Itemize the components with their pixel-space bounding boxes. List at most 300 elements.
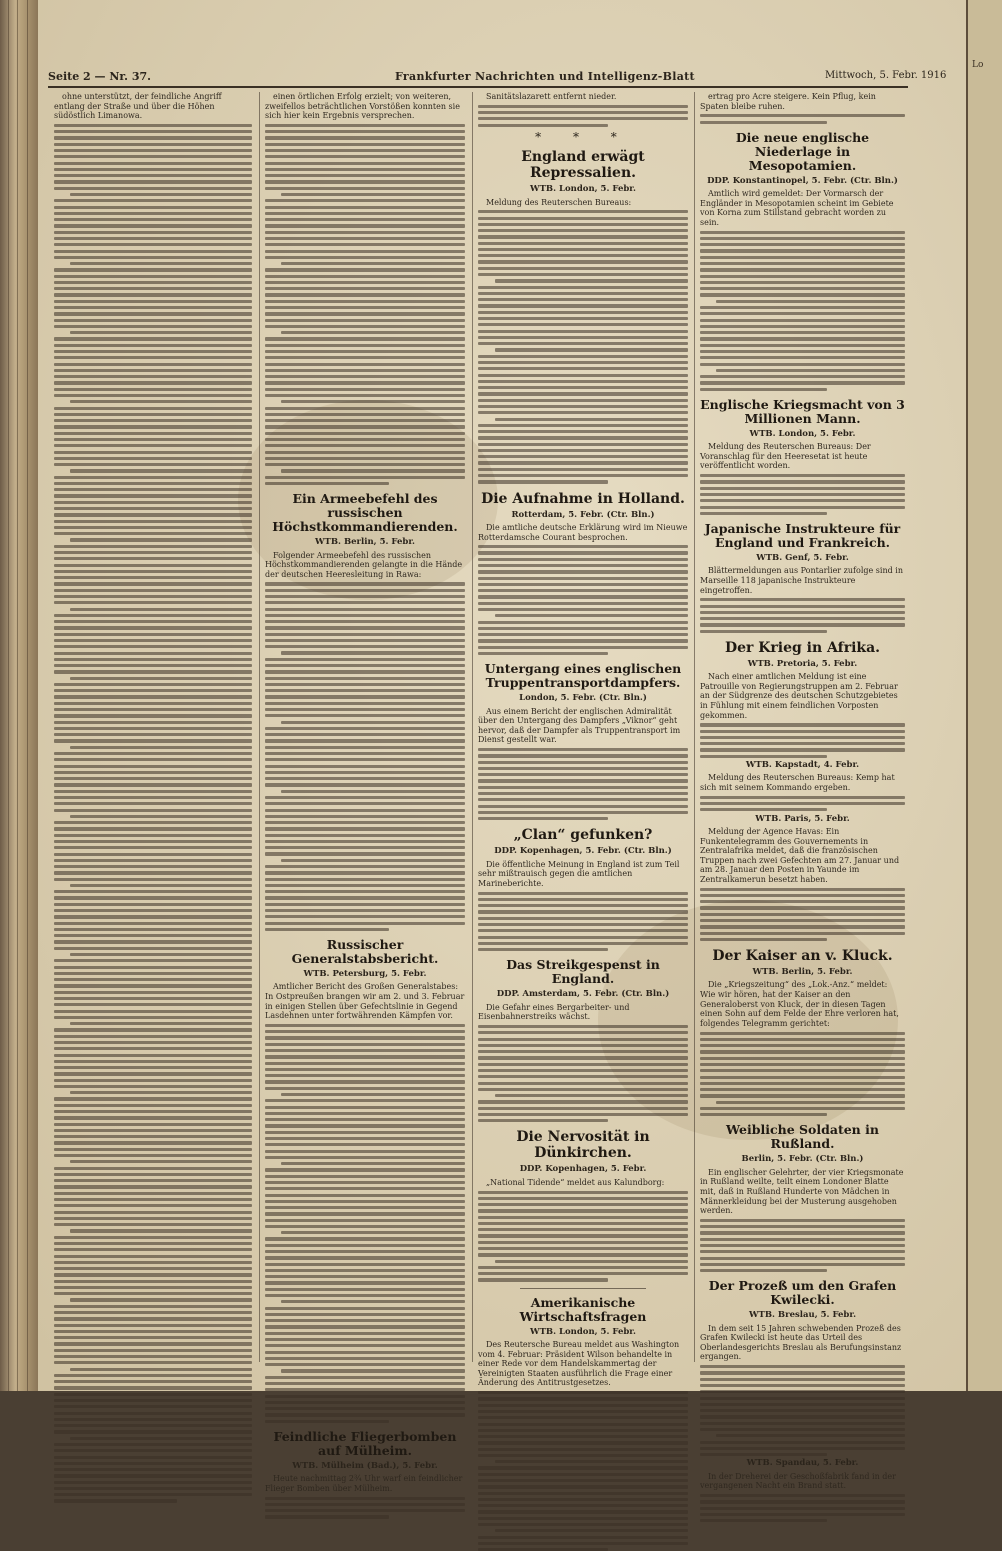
illegible-text-line [54, 702, 252, 705]
adjacent-page-text: Lo [972, 60, 984, 70]
illegible-text-line [54, 1148, 252, 1151]
illegible-text-line [478, 1209, 688, 1212]
illegible-text-line [54, 494, 252, 497]
illegible-text-line [54, 1342, 252, 1345]
illegible-text-line [265, 1074, 465, 1077]
illegible-text-line [54, 1405, 252, 1408]
illegible-text-line [478, 1031, 688, 1034]
illegible-text-line [265, 250, 465, 253]
illegible-text-line [478, 811, 688, 814]
illegible-text-line [265, 1515, 389, 1518]
illegible-text-line [54, 865, 252, 868]
illegible-text-line [54, 997, 252, 1000]
illegible-text-line [54, 312, 252, 315]
article-dateline: WTB. Berlin, 5. Febr. [752, 967, 853, 978]
illegible-text-line [478, 235, 688, 238]
illegible-text-line [478, 223, 688, 226]
article-body [700, 566, 905, 632]
article-dateline: DDP. Konstantinopel, 5. Febr. (Ctr. Bln.) [707, 175, 898, 186]
illegible-text-line [700, 919, 905, 922]
illegible-text-line [478, 336, 688, 339]
illegible-text-line [265, 595, 465, 598]
illegible-text-line [265, 1080, 465, 1083]
illegible-text-line [265, 1212, 465, 1215]
illegible-text-line [700, 512, 827, 515]
illegible-text-line [265, 438, 465, 441]
article-headline: Feindliche Fliegerbomben auf Mülheim. [273, 1428, 457, 1458]
illegible-text-line [265, 1187, 465, 1190]
illegible-text-line [54, 1273, 252, 1276]
illegible-text-line [478, 929, 688, 932]
illegible-text-line [478, 639, 688, 642]
illegible-text-line [265, 457, 465, 460]
illegible-text-line [70, 331, 252, 334]
article-lead-text: Die öffentliche Meinung in England ist zum Teil sehr mißtrauisch gegen die amtlichen Marineberichte. [478, 859, 680, 888]
illegible-text-line [54, 802, 252, 805]
article-body [700, 773, 905, 811]
illegible-text-line [265, 476, 465, 479]
illegible-text-line [700, 748, 905, 751]
illegible-text-line [700, 237, 905, 240]
illegible-text-line [265, 1357, 465, 1360]
illegible-text-line [54, 1286, 252, 1289]
illegible-text-line [54, 180, 252, 183]
illegible-text-line [700, 375, 905, 378]
article-lead-text: Meldung des Reuterschen Bureaus: Der Voranschlag für den Heeresetat ist heute veröffentlicht worden. [700, 442, 871, 471]
illegible-text-line [265, 771, 465, 774]
illegible-text-line [700, 256, 905, 259]
illegible-text-line [700, 1384, 905, 1387]
illegible-text-line [478, 298, 688, 301]
illegible-text-line [265, 846, 465, 849]
illegible-text-line [54, 256, 252, 259]
illegible-text-line [478, 1391, 688, 1394]
illegible-text-line [478, 1025, 688, 1028]
binding-fold [27, 0, 28, 1391]
page-label: Seite 2 — Nr. 37. [48, 70, 151, 83]
illegible-text-line [54, 143, 252, 146]
illegible-text-line [265, 1351, 465, 1354]
illegible-text-line [54, 1010, 252, 1013]
article-lead-text: Die „Kriegszeitung“ des „Lok.-Anz.“ meldet: Wie wir hören, hat der Kaiser an den Generaloberst von Kluck, der in diesen Tagen einen Sohn auf dem Felde der Ehre verloren hat, folgendes Telegramm gerichtet: [700, 980, 899, 1028]
illegible-text-line [700, 796, 905, 799]
illegible-text-line [700, 243, 905, 246]
illegible-text-line [54, 1324, 252, 1327]
illegible-text-line [478, 608, 688, 611]
illegible-text-line [700, 306, 905, 309]
illegible-text-line [54, 1123, 252, 1126]
illegible-text-line [54, 796, 252, 799]
article-dateline: WTB. Kapstadt, 4. Febr. [745, 760, 860, 771]
illegible-text-line [265, 909, 465, 912]
illegible-text-line [54, 1499, 177, 1502]
illegible-text-line [54, 206, 252, 209]
illegible-text-line [478, 1253, 688, 1256]
illegible-text-line [700, 598, 905, 601]
illegible-text-line [54, 275, 252, 278]
illegible-text-line [700, 1219, 905, 1222]
illegible-text-line [700, 1113, 827, 1116]
illegible-text-line [54, 287, 252, 290]
illegible-text-line [478, 1038, 688, 1041]
illegible-text-line [54, 1079, 252, 1082]
illegible-text-line [265, 1344, 465, 1347]
illegible-text-line [70, 953, 252, 956]
illegible-text-line [70, 677, 252, 680]
illegible-text-line [265, 451, 465, 454]
article-body [265, 92, 465, 485]
illegible-text-line [265, 1143, 465, 1146]
illegible-text-line [478, 910, 688, 913]
illegible-text-line [495, 1094, 688, 1097]
illegible-text-line [54, 268, 252, 271]
illegible-text-line [54, 130, 252, 133]
illegible-text-line [54, 1418, 252, 1421]
illegible-text-line [54, 363, 252, 366]
article-lead-text: In der Dreherei der Geschoßfabrik fand in der vergangenen Nacht ein Brand statt. [700, 1471, 896, 1491]
illegible-text-line [265, 1256, 465, 1259]
illegible-text-line [716, 369, 905, 372]
illegible-text-line [54, 1116, 252, 1119]
illegible-text-line [700, 1057, 905, 1060]
illegible-text-line [700, 900, 905, 903]
illegible-text-line [265, 1030, 465, 1033]
illegible-text-line [265, 1503, 465, 1506]
illegible-text-line [478, 286, 688, 289]
illegible-text-line [265, 1055, 465, 1058]
illegible-text-line [54, 507, 252, 510]
illegible-text-line [700, 474, 905, 477]
illegible-text-line [700, 1494, 905, 1497]
article-headline: Der Prozeß um den Grafen Kwilecki. [708, 1278, 897, 1308]
illegible-text-line [265, 1099, 465, 1102]
illegible-text-line [54, 501, 252, 504]
illegible-text-line [54, 520, 252, 523]
illegible-text-line [265, 1156, 465, 1159]
illegible-text-line [478, 1241, 688, 1244]
illegible-text-line [265, 1118, 465, 1121]
article-lead-text: Folgender Armeebefehl des russischen Höchstkommandierenden gelangte in die Hände der deutschen Heeresleitung in Rawa: [265, 550, 463, 579]
illegible-text-line [700, 1422, 905, 1425]
illegible-text-line [54, 1041, 252, 1044]
illegible-text-line [265, 733, 465, 736]
illegible-text-line [478, 480, 608, 483]
illegible-text-line [700, 932, 905, 935]
illegible-text-line [265, 1131, 465, 1134]
illegible-text-line [265, 1024, 465, 1027]
illegible-text-line [54, 758, 252, 761]
illegible-text-line [265, 1112, 465, 1115]
illegible-text-line [54, 1141, 252, 1144]
illegible-text-line [478, 1523, 688, 1526]
illegible-text-line [281, 651, 465, 654]
illegible-text-line [700, 1415, 905, 1418]
illegible-text-line [54, 614, 252, 617]
illegible-text-line [265, 1225, 465, 1228]
illegible-text-line [54, 1135, 252, 1138]
illegible-text-line [265, 752, 465, 755]
section-separator-stars: * * * [535, 129, 631, 144]
illegible-text-line [700, 293, 905, 296]
illegible-text-line [54, 306, 252, 309]
illegible-text-line [281, 721, 465, 724]
illegible-text-line [700, 275, 905, 278]
illegible-text-line [54, 966, 252, 969]
adjacent-page-edge [966, 0, 1002, 1391]
illegible-text-line [54, 526, 252, 529]
article-dateline: WTB. Spandau, 5. Febr. [746, 1458, 859, 1469]
illegible-text-line [54, 1424, 252, 1427]
illegible-text-line [478, 210, 688, 213]
illegible-text-line [54, 765, 252, 768]
illegible-text-line [700, 281, 905, 284]
illegible-text-line [700, 363, 905, 366]
illegible-text-line [478, 1536, 688, 1539]
illegible-text-line [265, 130, 465, 133]
masthead-rule [48, 86, 908, 88]
illegible-text-line [478, 898, 688, 901]
illegible-text-line [478, 1435, 688, 1438]
article-dateline: WTB. London, 5. Febr. [530, 184, 636, 195]
illegible-text-line [265, 645, 465, 648]
illegible-text-line [54, 972, 252, 975]
illegible-text-line [700, 331, 905, 334]
illegible-text-line [54, 1468, 252, 1471]
illegible-text-line [265, 444, 465, 447]
illegible-text-line [54, 1267, 252, 1270]
binding-fold [17, 0, 18, 1391]
illegible-text-line [54, 551, 252, 554]
illegible-text-line [716, 300, 905, 303]
article-body [478, 1340, 688, 1551]
illegible-text-line [265, 180, 465, 183]
illegible-text-line [265, 1497, 465, 1500]
illegible-text-line [54, 1305, 252, 1308]
illegible-text-line [478, 111, 688, 114]
illegible-text-line [281, 1231, 465, 1234]
illegible-text-line [265, 124, 465, 127]
illegible-text-line [478, 1082, 688, 1085]
article-lead-text: Meldung der Agence Havas: Ein Funkentelegramm des Gouvernements in Zentralafrika meldet, daß die französischen Truppen nach zwei Gefechten am 27. Januar und am 28. Januar den Posten in Yaunde im Zentralkamerun besetzt haben. [700, 826, 900, 884]
illegible-text-line [700, 287, 905, 290]
illegible-text-line [54, 1060, 252, 1063]
illegible-text-line [265, 695, 465, 698]
illegible-text-line [265, 809, 465, 812]
illegible-text-line [700, 381, 905, 384]
illegible-text-line [70, 1160, 252, 1163]
illegible-text-line [265, 1244, 465, 1247]
illegible-text-line [700, 1441, 905, 1444]
illegible-text-line [478, 1228, 688, 1231]
illegible-text-line [478, 443, 688, 446]
illegible-text-line [265, 677, 465, 680]
illegible-text-line [265, 1237, 465, 1240]
illegible-text-line [265, 293, 465, 296]
illegible-text-line [478, 330, 688, 333]
illegible-text-line [54, 1374, 252, 1377]
article-headline: Der Krieg in Afrika. [724, 639, 881, 656]
illegible-text-line [265, 871, 465, 874]
illegible-text-line [54, 903, 252, 906]
illegible-text-line [265, 1062, 465, 1065]
illegible-text-line [265, 708, 465, 711]
illegible-text-line [478, 273, 688, 276]
illegible-text-line [265, 827, 465, 830]
illegible-text-line [54, 601, 252, 604]
illegible-text-line [478, 817, 608, 820]
illegible-text-line [54, 777, 252, 780]
article-dateline: Rotterdam, 5. Febr. (Ctr. Bln.) [511, 509, 655, 520]
illegible-text-line [700, 1032, 905, 1035]
illegible-text-line [478, 436, 688, 439]
illegible-text-line [265, 658, 465, 661]
illegible-text-line [478, 767, 688, 770]
illegible-text-line [265, 319, 465, 322]
illegible-text-line [54, 1054, 252, 1057]
illegible-text-line [700, 742, 905, 745]
illegible-text-line [478, 317, 688, 320]
illegible-text-line [54, 1248, 252, 1251]
illegible-text-line [265, 633, 465, 636]
illegible-text-line [54, 1104, 252, 1107]
illegible-text-line [265, 243, 465, 246]
illegible-text-line [265, 589, 465, 592]
illegible-text-line [54, 714, 252, 717]
illegible-text-line [54, 1311, 252, 1314]
illegible-text-line [54, 1173, 252, 1176]
illegible-text-line [265, 155, 465, 158]
illegible-text-line [265, 199, 465, 202]
illegible-text-line [700, 499, 905, 502]
illegible-text-line [716, 1434, 905, 1437]
article-headline: Ein Armeebefehl des russischen Höchstkommandierenden. [272, 491, 458, 535]
illegible-text-line [54, 915, 252, 918]
illegible-text-line [54, 488, 252, 491]
illegible-text-line [265, 1036, 465, 1039]
illegible-text-line [478, 570, 688, 573]
illegible-text-line [54, 1292, 252, 1295]
illegible-text-line [265, 275, 465, 278]
illegible-text-line [700, 736, 905, 739]
illegible-text-line [70, 262, 252, 265]
illegible-text-line [54, 1317, 252, 1320]
illegible-text-line [54, 243, 252, 246]
illegible-text-line [478, 323, 688, 326]
illegible-text-line [478, 392, 688, 395]
illegible-text-line [478, 1423, 688, 1426]
illegible-text-line [478, 1416, 688, 1419]
illegible-text-line [54, 984, 252, 987]
illegible-text-line [700, 1428, 905, 1431]
illegible-text-line [716, 1101, 905, 1104]
illegible-text-line [478, 1441, 688, 1444]
article-body [478, 1178, 688, 1282]
article-lead-text: Blättermeldungen aus Pontarlier zufolge sind in Marseille 118 japanische Instrukteure eingetroffen. [700, 566, 903, 595]
illegible-text-line [700, 1094, 905, 1097]
illegible-text-line [54, 1085, 252, 1088]
illegible-text-line [478, 652, 608, 655]
illegible-text-line [478, 786, 688, 789]
illegible-text-line [54, 664, 252, 667]
illegible-text-line [54, 1003, 252, 1006]
illegible-text-line [700, 268, 905, 271]
illegible-text-line [54, 959, 252, 962]
illegible-text-line [54, 1474, 252, 1477]
illegible-text-line [478, 1429, 688, 1432]
binding-fold [8, 0, 9, 1391]
illegible-text-line [700, 1409, 905, 1412]
article-body [700, 980, 905, 1116]
illegible-text-line [265, 1281, 465, 1284]
illegible-text-line [478, 399, 688, 402]
illegible-text-line [700, 888, 905, 891]
illegible-text-line [478, 1473, 688, 1476]
illegible-text-line [54, 482, 252, 485]
illegible-text-line [70, 1091, 252, 1094]
illegible-text-line [265, 1124, 465, 1127]
illegible-text-line [54, 708, 252, 711]
illegible-text-line [265, 1338, 465, 1341]
illegible-text-line [54, 576, 252, 579]
illegible-text-line [700, 262, 905, 265]
illegible-text-line [54, 652, 252, 655]
illegible-text-line [281, 331, 465, 334]
illegible-text-line [54, 1047, 252, 1050]
illegible-text-line [478, 430, 688, 433]
illegible-text-line [265, 1269, 465, 1272]
illegible-text-line [54, 821, 252, 824]
illegible-text-line [54, 388, 252, 391]
article-headline: Russischer Generalstabsbericht. [291, 937, 439, 967]
illegible-text-line [478, 761, 688, 764]
column-rule [694, 92, 695, 1362]
illegible-text-line [495, 1460, 688, 1463]
illegible-text-line [265, 777, 465, 780]
illegible-text-line [54, 934, 252, 937]
illegible-text-line [265, 878, 465, 881]
illegible-text-line [478, 217, 688, 220]
illegible-text-line [700, 1238, 905, 1241]
illegible-text-line [700, 319, 905, 322]
illegible-text-line [54, 890, 252, 893]
illegible-text-line [478, 792, 688, 795]
illegible-text-line [700, 493, 905, 496]
illegible-text-line [700, 356, 905, 359]
illegible-text-line [478, 1088, 688, 1091]
article-headline: Englische Kriegsmacht von 3 Millionen Mann. [700, 396, 905, 426]
illegible-text-line [700, 1447, 905, 1450]
illegible-text-line [700, 1390, 905, 1393]
illegible-text-line [54, 1211, 252, 1214]
illegible-text-line [265, 344, 465, 347]
illegible-text-line [54, 809, 252, 812]
illegible-text-line [265, 1420, 389, 1423]
article-lead-text: Meldung des Reuterschen Bureaus: [486, 197, 632, 207]
illegible-text-line [478, 124, 608, 127]
illegible-text-line [265, 639, 465, 642]
illegible-text-line [700, 506, 905, 509]
illegible-text-line [478, 779, 688, 782]
article-lead-text: Die Gefahr eines Bergarbeiter- und Eisenbahnerstreiks wächst. [478, 1002, 630, 1022]
illegible-text-line [700, 906, 905, 909]
illegible-text-line [478, 942, 688, 945]
book-binding [0, 0, 38, 1391]
illegible-text-line [265, 287, 465, 290]
illegible-text-line [54, 739, 252, 742]
illegible-text-line [265, 1150, 465, 1153]
illegible-text-line [265, 1137, 465, 1140]
article-body [700, 92, 905, 124]
